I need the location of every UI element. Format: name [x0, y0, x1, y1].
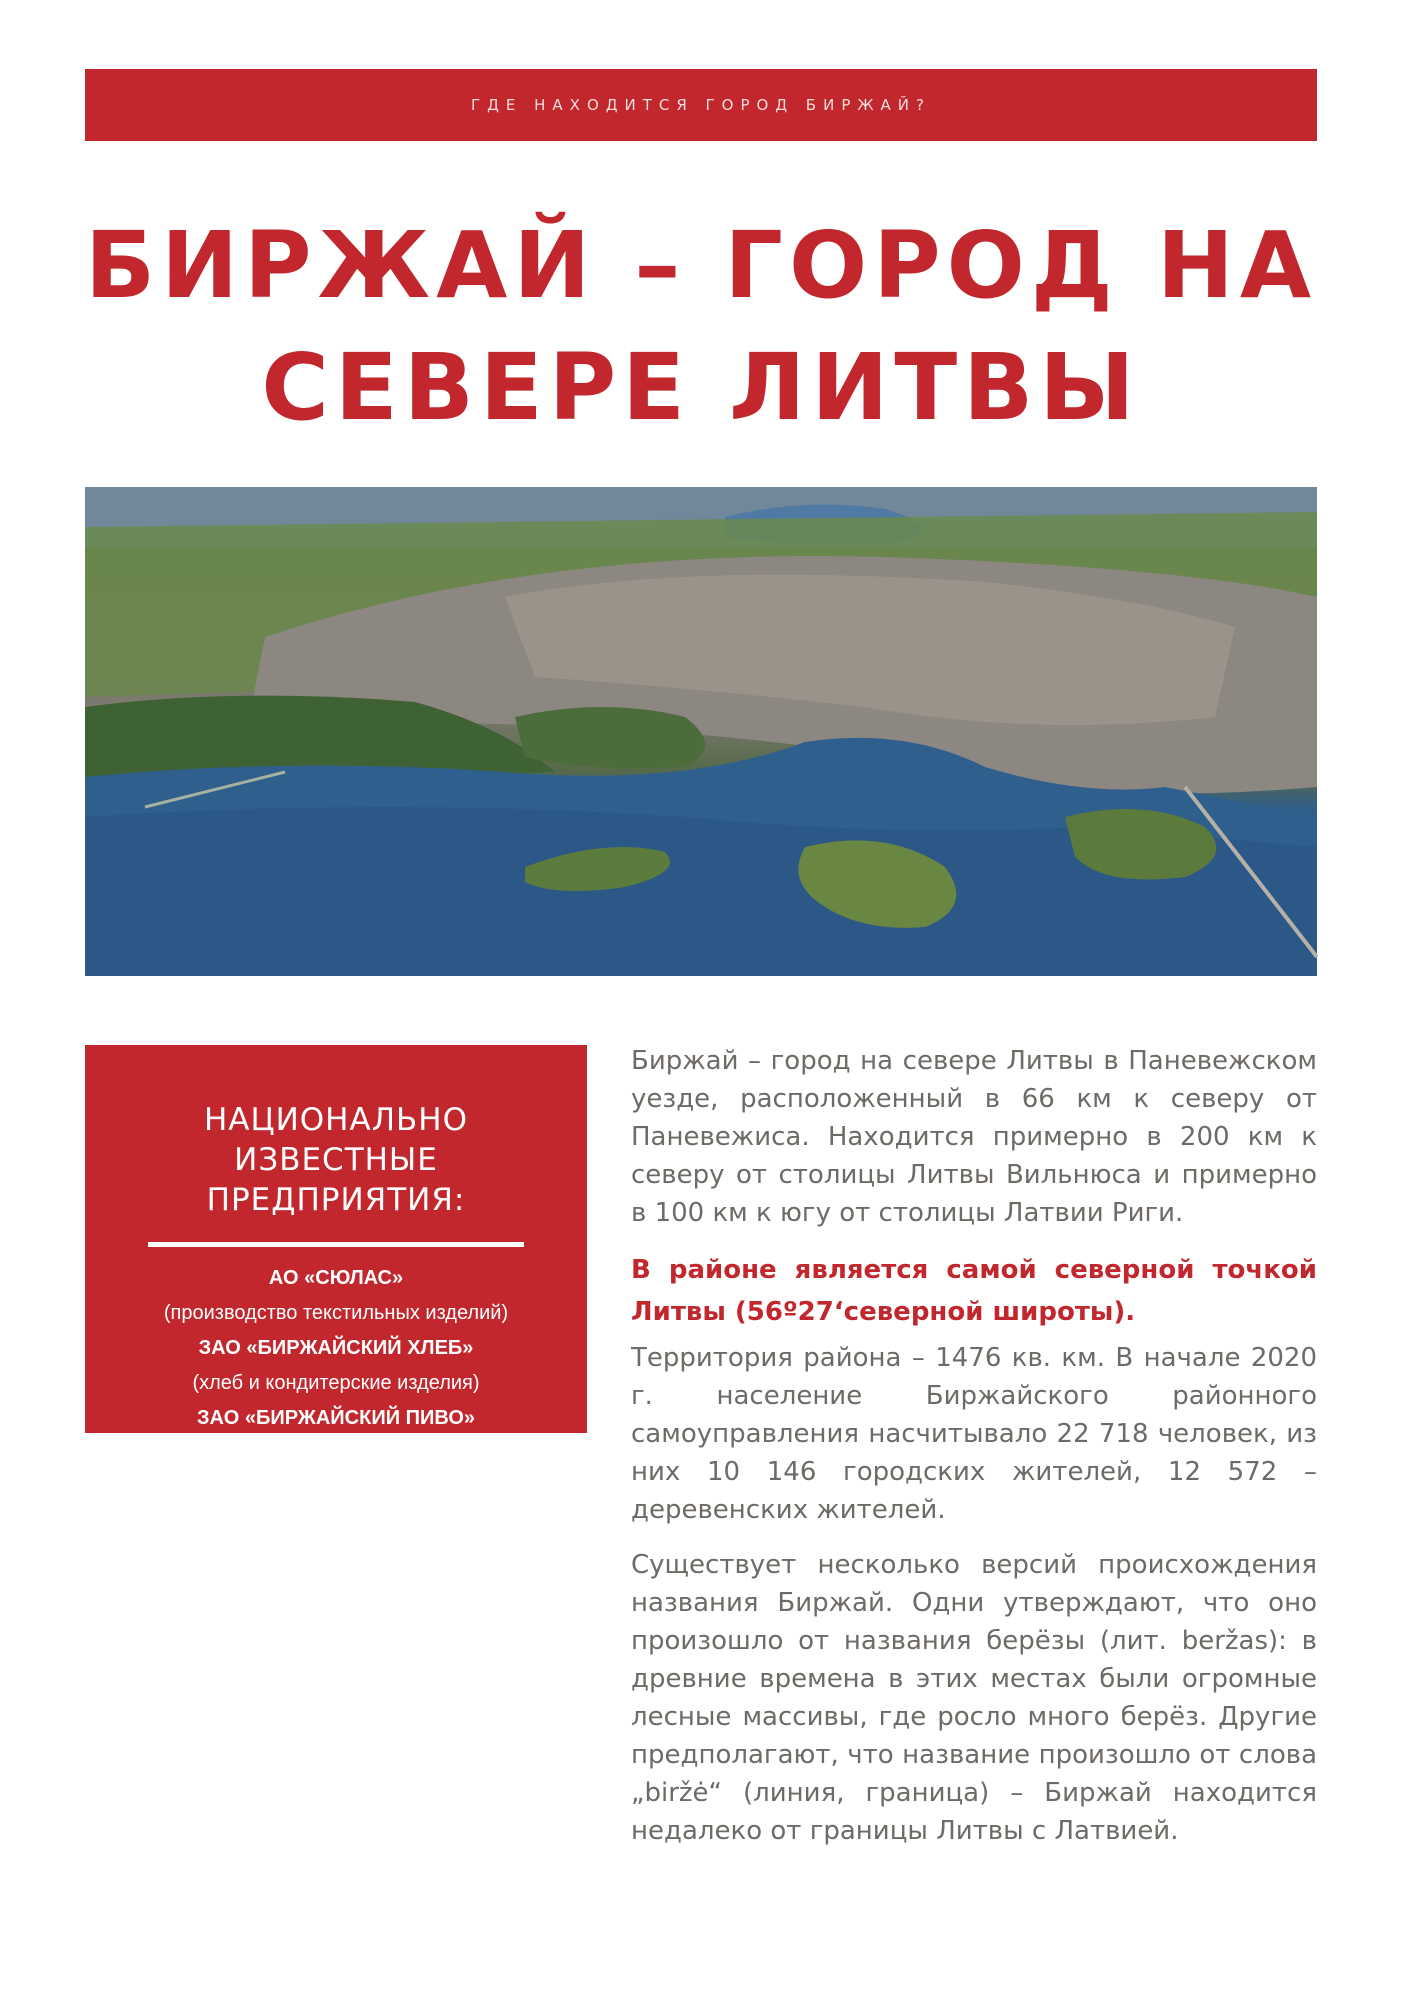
- sidebar-companies: [85, 1045, 587, 1709]
- article-paragraph-name-origin: Существует несколько версий происхождения названия Биржай. Одни утверждают, что оно произошло от названия берёзы (лит. beržas): в древние времена в этих местах были огромные лесные массивы, где росло много берёз. Другие предполагают, что название произошло от слова „biržė“ (линия, граница) – Биржай находится недалеко от границы Литвы с Латвией.: [631, 1550, 1317, 1846]
- company-name: ДЕЙСТВИТЕЛЬНОЕ ХОЗЯЙСТВЕННОЕ СООБЩЕСТВО ЧИГАСА-КАЛКИСА «РИНКУШКЯЙ»: [145, 1477, 527, 1569]
- sidebar-heading-line-3: ПРЕДПРИЯТИЯ:: [206, 1182, 466, 1218]
- sidebar-heading: [125, 1100, 547, 1220]
- page-title-line-1: БИРЖАЙ – ГОРОД НА: [85, 212, 1318, 319]
- sidebar-heading-line-2: ИЗВЕСТНЫЕ: [234, 1142, 438, 1178]
- company-entry: [85, 1261, 587, 1331]
- page-title: [85, 205, 1317, 449]
- page-title-line-2: СЕВЕРЕ ЛИТВЫ: [261, 334, 1141, 441]
- forest-center: [515, 707, 705, 768]
- company-entry: [85, 1471, 587, 1611]
- company-entry: [85, 1681, 587, 1716]
- aerial-photo-illustration: [85, 487, 1317, 976]
- company-description: (хлеб и кондитерские изделия): [192, 1372, 480, 1394]
- article-paragraph-location: Биржай – город на севере Литвы в Паневежском уезде, расположенный в 66 км к северу от Паневежиса. Находится примерно в 200 км к северу от столицы Литвы Вильнюса и примерно в 100 км к югу от столицы Латвии Риги.: [631, 1046, 1317, 1228]
- company-name: ЗАО «АГАРАС»: [261, 1687, 411, 1709]
- aerial-photo-birzai: [85, 487, 1317, 976]
- company-entry: [85, 1401, 587, 1471]
- company-description: (производство пива): [241, 1582, 431, 1604]
- company-name: ЗАО «БИРЖАЙСКИЙ ХЛЕБ»: [198, 1337, 474, 1359]
- article-highlight: В районе является самой северной точкой Литвы (56º27‘северной широты).: [631, 1255, 1317, 1327]
- company-entry: [85, 1331, 587, 1401]
- sidebar-heading-line-1: НАЦИОНАЛЬНО: [204, 1102, 468, 1138]
- company-name: ЗАО «БИРЖАЙСКИЙ ПИВО»: [197, 1407, 475, 1429]
- company-description: (производство деревянных изделий): [165, 1652, 507, 1674]
- article-body: [631, 1042, 1317, 1867]
- sidebar-divider: [148, 1242, 524, 1247]
- company-description: (производство пива): [241, 1442, 431, 1464]
- header-eyebrow: ГДЕ НАХОДИТСЯ ГОРОД БИРЖАЙ?: [471, 96, 931, 114]
- article-paragraph-population: Территория района – 1476 кв. км. В начале 2020 г. население Биржайского районного самоуправления насчитывало 22 718 человек, из них 10 146 городских жителей, 12 572 – деревенских жителей.: [631, 1343, 1317, 1525]
- company-description: (производство текстильных изделий): [163, 1302, 509, 1324]
- company-name: ЗАО «ТИЛА»: [273, 1617, 399, 1639]
- company-entry: [85, 1611, 587, 1681]
- company-name: АО «СЮЛАС»: [268, 1267, 404, 1289]
- header-banner: [85, 69, 1317, 141]
